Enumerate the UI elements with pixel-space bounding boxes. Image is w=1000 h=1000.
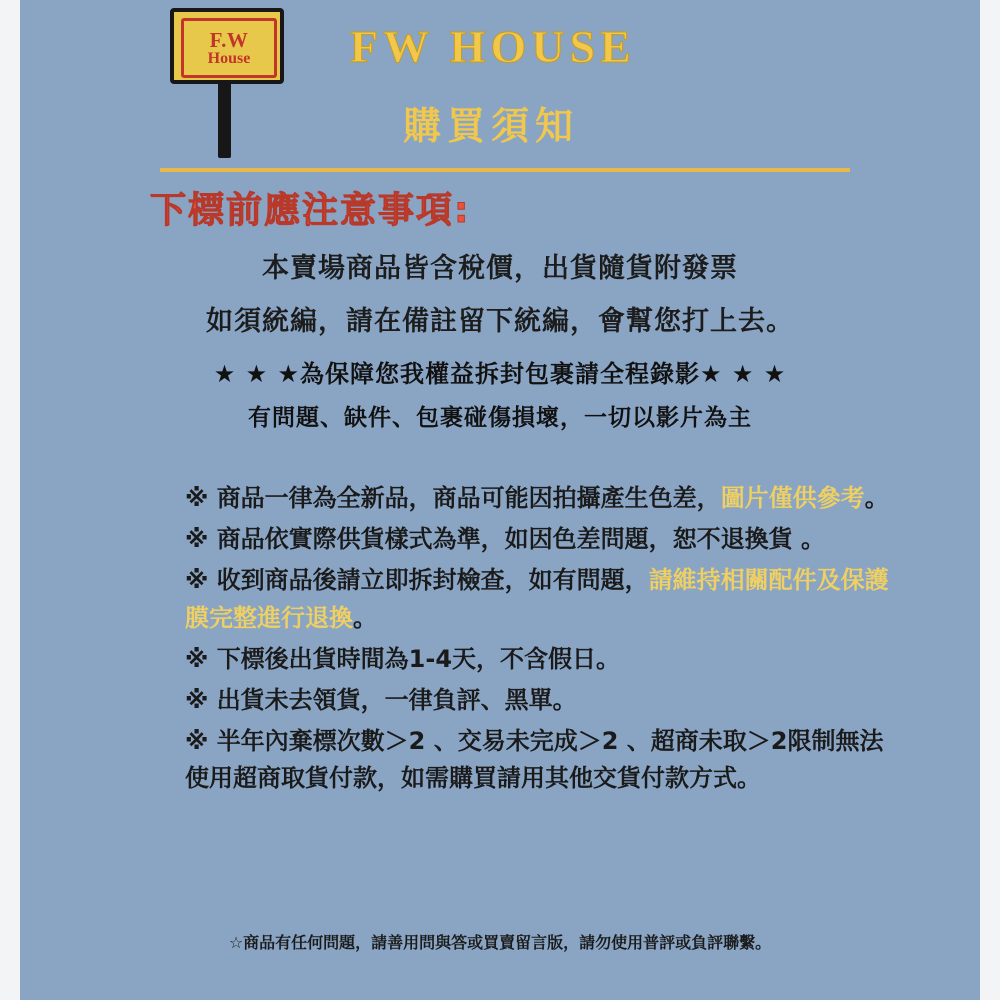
list-item bbox=[185, 723, 905, 797]
intro-line-2: 如須統編，請在備註留下統編，會幫您打上去。 bbox=[206, 306, 794, 336]
intro-block bbox=[20, 246, 980, 432]
header bbox=[20, 0, 980, 160]
list-item bbox=[185, 682, 905, 719]
intro-line-4: 有問題、缺件、包裹碰傷損壞，一切以影片為主 bbox=[248, 405, 752, 431]
list-item-text: ※ 出貨未去領貨，一律負評、黑單。 bbox=[185, 685, 577, 714]
list-item-suffix: 。 bbox=[864, 484, 889, 512]
brand-title: FW HOUSE bbox=[350, 21, 636, 72]
intro-line-1: 本賣場商品皆含稅價，出貨隨貨附發票 bbox=[262, 253, 738, 283]
list-item-suffix: 。 bbox=[353, 603, 377, 632]
sign-inner-frame bbox=[181, 18, 277, 78]
list-item bbox=[185, 562, 905, 636]
notice-sheet bbox=[20, 0, 980, 1000]
list-item bbox=[185, 521, 905, 558]
sign-post bbox=[218, 82, 231, 158]
intro-line-3: ★ ★ ★為保障您我權益拆封包裹請全程錄影★ ★ ★ bbox=[213, 360, 787, 388]
header-divider bbox=[160, 168, 850, 172]
list-item-highlight: 圖片僅供參考 bbox=[720, 484, 865, 512]
page-subtitle: 購買須知 bbox=[403, 104, 580, 148]
list-item-text: ※ 商品一律為全新品，商品可能因拍攝產生色差， bbox=[185, 484, 721, 512]
section-heading: 下標前應注意事項: bbox=[150, 190, 471, 231]
list-item-text: ※ 商品依實際供貨樣式為準，如因色差問題，恕不退換貨 。 bbox=[185, 525, 826, 554]
list-item-text: ※ 半年內棄標次數＞2 、交易未完成＞2 、超商未取＞2限制無法使用超商取貨付款，如需購買請用其他交貨付款方式。 bbox=[185, 727, 884, 793]
notice-list bbox=[185, 480, 905, 802]
list-item bbox=[185, 641, 905, 678]
list-item bbox=[185, 480, 905, 517]
sign-line-2: House bbox=[207, 49, 251, 67]
sign-board bbox=[170, 8, 284, 84]
list-item-highlight: 請維持相關配件及保護膜完整進行退換 bbox=[185, 566, 889, 632]
list-item-text: ※ 收到商品後請立即拆封檢查，如有問題， bbox=[185, 566, 649, 595]
list-item-text: ※ 下標後出貨時間為1-4天，不含假日。 bbox=[185, 644, 621, 673]
footer-note: ☆商品有任何問題，請善用問與答或買賣留言版，請勿使用普評或負評聯繫。 bbox=[228, 933, 772, 952]
sign-line-1: F.W bbox=[209, 27, 249, 52]
shop-sign-logo bbox=[170, 8, 290, 158]
